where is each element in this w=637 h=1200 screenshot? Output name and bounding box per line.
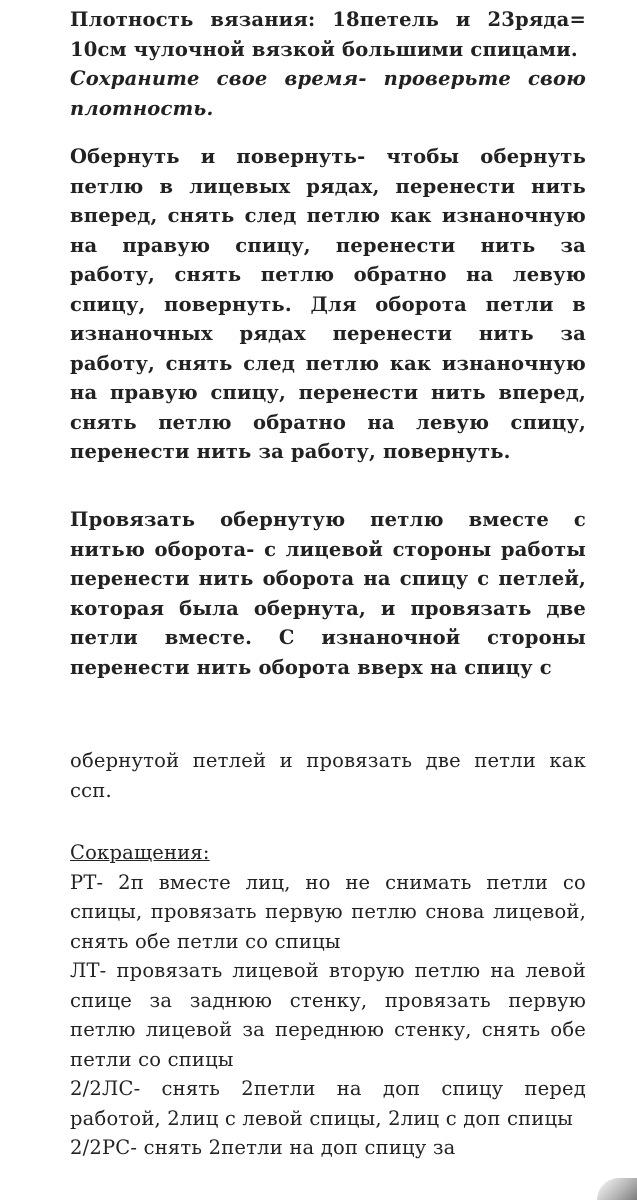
- work-wrap-heading: Провязать обернутую петлю вместе с нитью оборота-: [70, 508, 586, 561]
- work-wrap-continued: обернутой петлей и провязать две петли как ссп.: [70, 749, 586, 802]
- wrap-turn-heading: Обернуть и повернуть-: [70, 145, 366, 168]
- work-wrap-continued-section: [70, 746, 586, 805]
- work-wrap-body: с лицевой стороны работы перенести нить оборота на спицу с петлей, которая была обернута, и провязать две петли вместе. С изнаночной стороны перенести нить оборота вверх на спицу с: [70, 537, 586, 679]
- work-wrap-paragraph: [70, 505, 586, 682]
- abbreviation-item: РТ- 2п вместе лиц, но не снимать петли со спицы, провязать первую петлю снова лицевой, снять обе петли со спицы: [70, 870, 586, 953]
- wrap-turn-body: чтобы обернуть петлю в лицевых рядах, перенести нить вперед, снять след петлю как изнаночную на правую спицу, перенести нить за работу, снять петлю обратно на левую спицу, повернуть. Для оборота петли в изнаночных рядах перенести нить за работу, снять след петлю как изнаночную на правую спицу, перенести нить вперед, снять петлю обратно на левую спицу, перенести нить за работу, повернуть.: [70, 145, 587, 463]
- wrap-turn-section: [70, 142, 586, 467]
- gauge-text: Плотность вязания: 18петель и 23ряда= 10см чулочной вязкой большими спицами.: [70, 8, 586, 61]
- abbreviations-title: Сокращения:: [70, 841, 210, 864]
- abbreviation-item: 2/2ЛС- снять 2петли на доп спицу перед работой, 2лиц с левой спицы, 2лиц с доп спицы: [70, 1077, 586, 1130]
- scroll-indicator[interactable]: [597, 1178, 637, 1200]
- gauge-section: [70, 5, 586, 123]
- work-wrap-section: [70, 505, 586, 682]
- abbreviation-item: ЛТ- провязать лицевой вторую петлю на левой спице за заднюю стенку, провязать первую петлю лицевой за переднюю стенку, снять обе петли со спицы: [70, 959, 586, 1071]
- gauge-note: Сохраните свое время- проверьте свою плотность.: [70, 67, 586, 120]
- abbreviations-section: [70, 838, 586, 1163]
- wrap-turn-paragraph: [70, 142, 586, 467]
- abbreviation-item: 2/2РС- снять 2петли на доп спицу за: [70, 1136, 456, 1159]
